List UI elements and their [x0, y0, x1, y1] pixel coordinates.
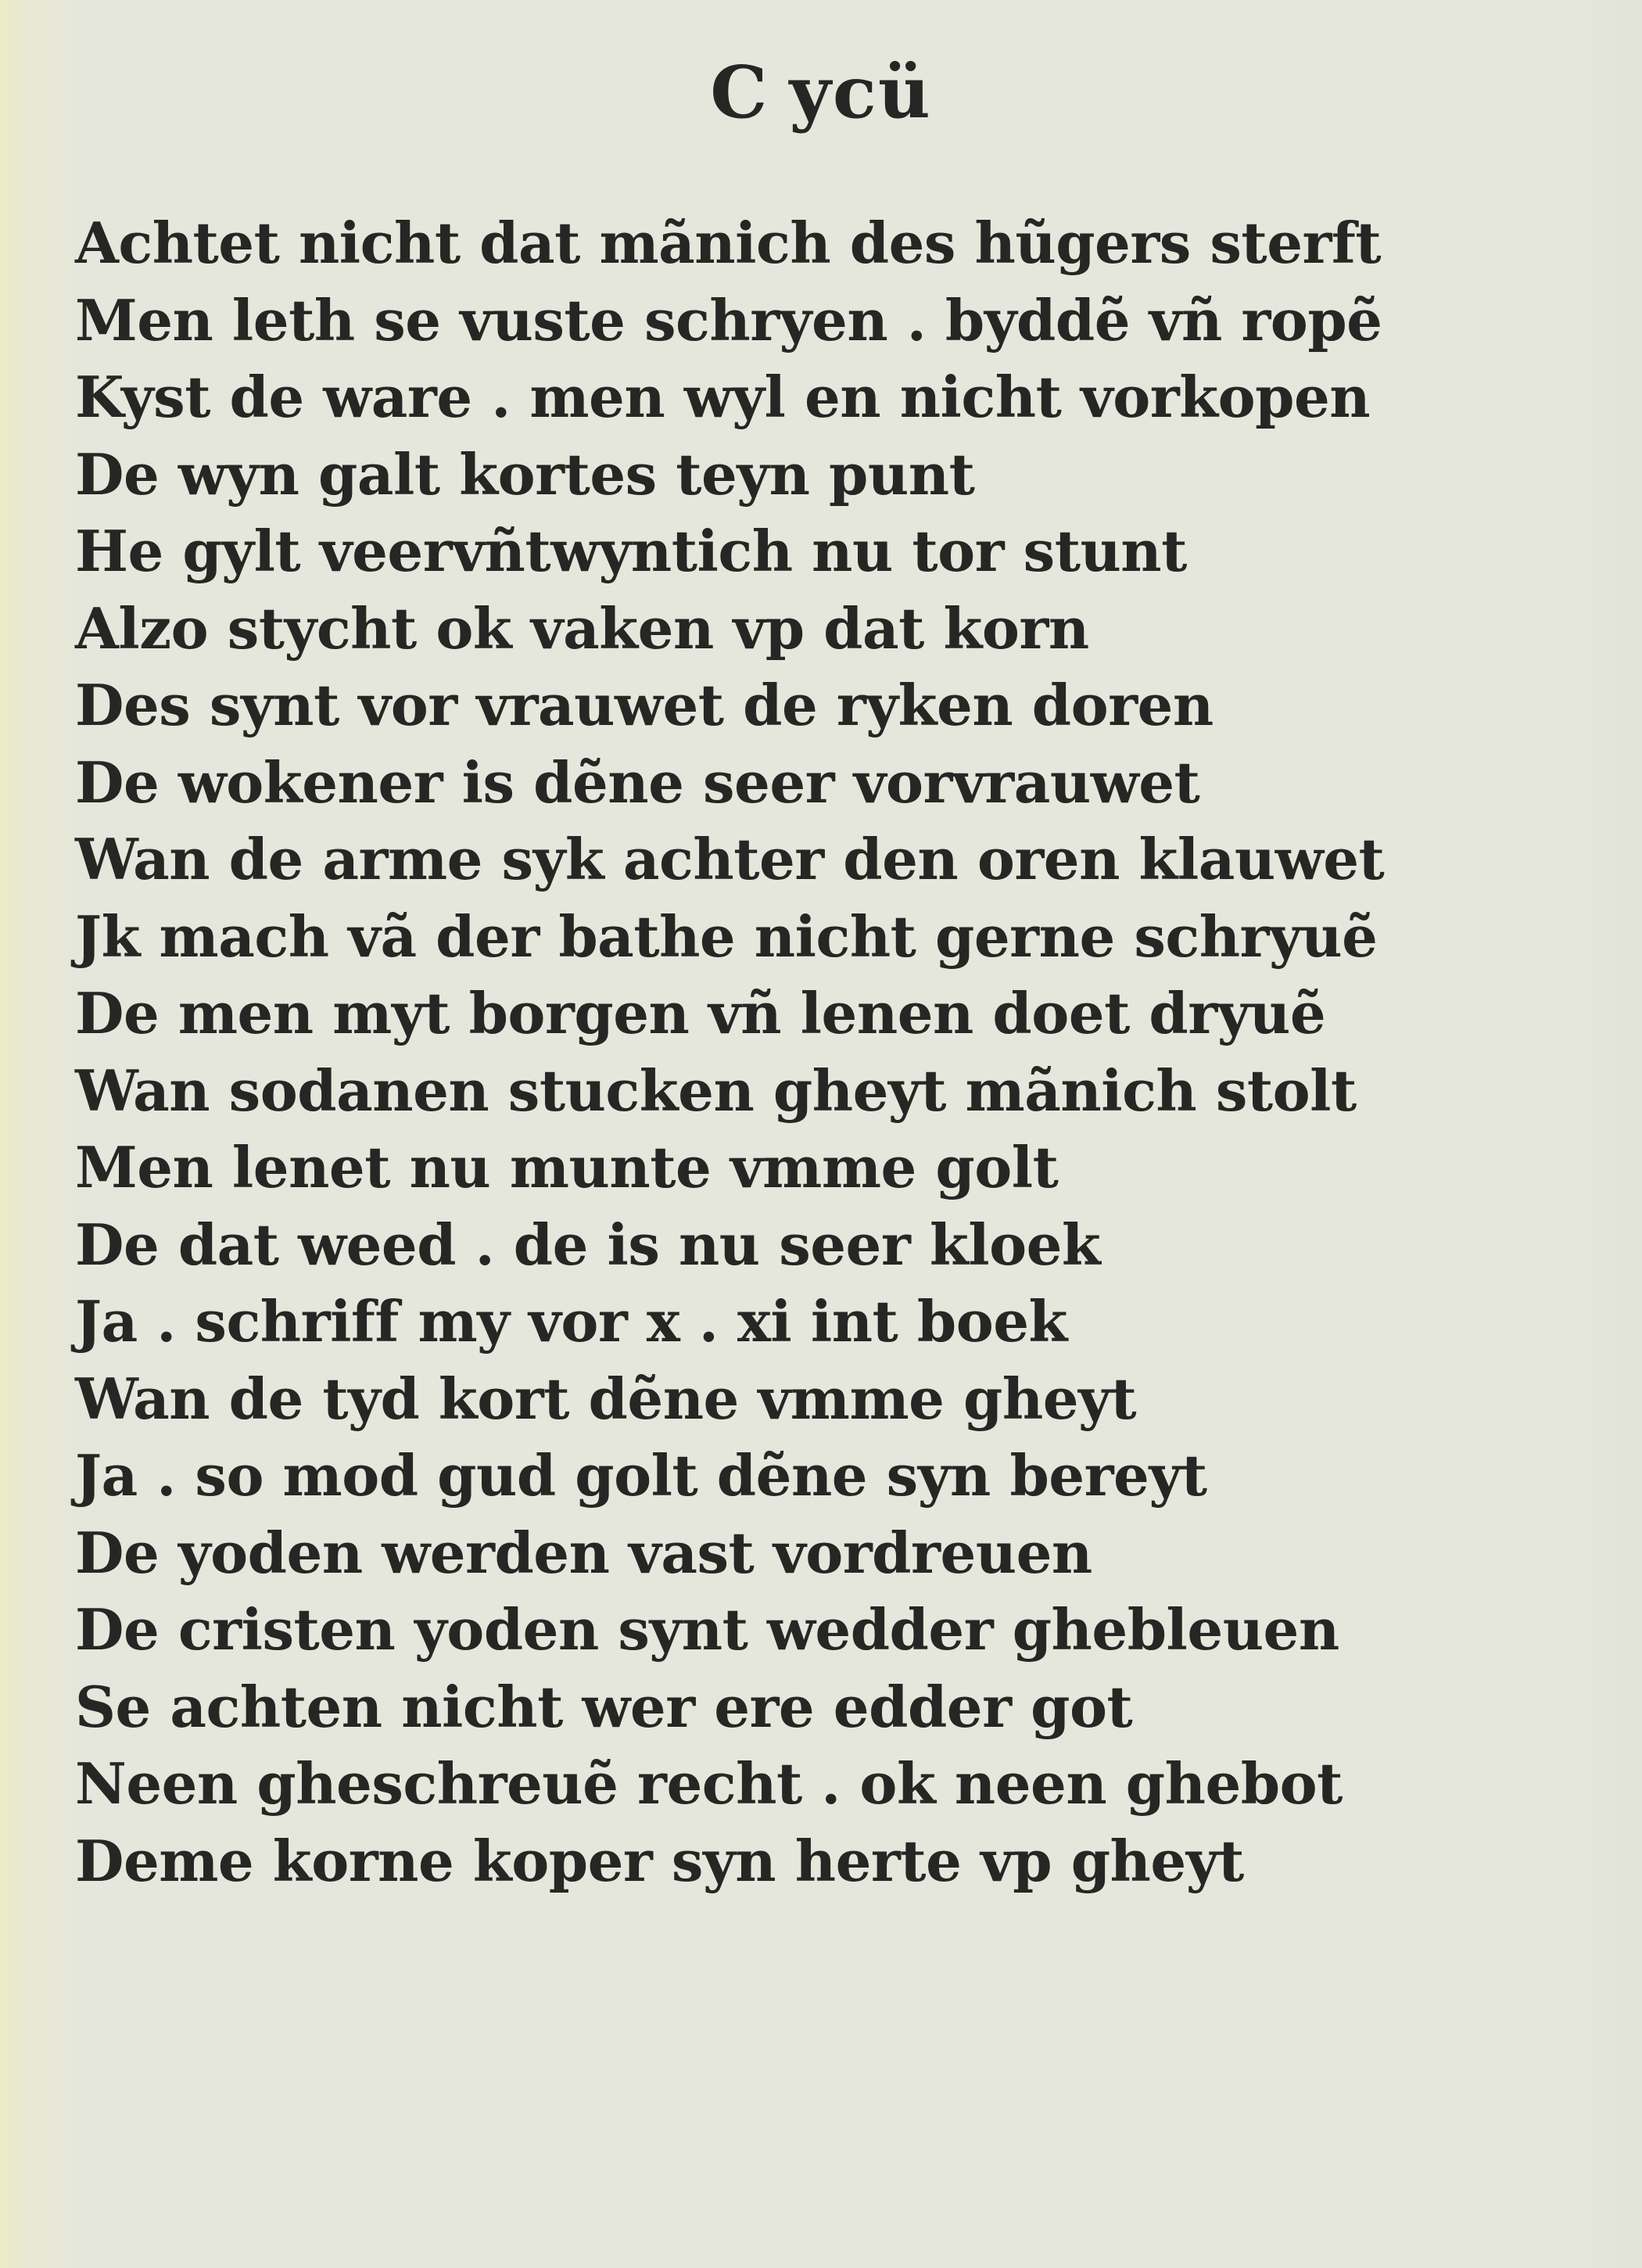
verse-line: Ja . so mod gud golt dẽne syn bereyt	[75, 1442, 1207, 1509]
verse-line: Wan de arme syk achter den oren klauwet	[75, 826, 1385, 892]
verse-line: Achtet nicht dat mãnich des hũgers sterft	[75, 210, 1382, 276]
verse-text	[75, 205, 1592, 1900]
verse-line: Wan de tyd kort dẽne vmme gheyt	[75, 1365, 1137, 1432]
verse-line: Des synt vor vrauwet de ryken doren	[75, 672, 1214, 738]
verse-line: Men leth se vuste schryen . byddẽ vñ ropẽ	[75, 286, 1382, 353]
verse-line: De dat weed . de is nu seer kloek	[75, 1211, 1101, 1278]
verse-line: Neen gheschreuẽ recht . ok neen ghebot	[75, 1750, 1343, 1817]
folio-number: ycü	[789, 50, 932, 135]
verse-line: Men lenet nu munte vmme golt	[75, 1134, 1059, 1200]
verse-line: De wokener is dẽne seer vorvrauwet	[75, 748, 1200, 816]
verse-line: De men myt borgen vñ lenen doet dryuẽ	[75, 980, 1326, 1046]
verse-line: Kyst de ware . men wyl en nicht vorkopen	[75, 364, 1371, 430]
verse-line: De cristen yoden synt wedder ghebleuen	[75, 1596, 1339, 1663]
verse-line: Ja . schriff my vor x . xi int boek	[75, 1288, 1067, 1355]
folio-sign: C	[710, 50, 769, 135]
verse-line: Deme korne koper syn herte vp gheyt	[75, 1827, 1244, 1894]
verse-line: Wan sodanen stucken gheyt mãnich stolt	[75, 1057, 1357, 1124]
verse-line: Jk mach vã der bathe nicht gerne schryuẽ	[75, 903, 1378, 970]
verse-line: De yoden werden vast vordreuen	[75, 1519, 1092, 1586]
verse-line: He gylt veervñtwyntich nu tor stunt	[75, 518, 1187, 584]
folio-header	[0, 45, 1642, 139]
verse-line: Alzo stycht ok vaken vp dat korn	[75, 594, 1089, 662]
verse-line: De wyn galt kortes teyn punt	[75, 440, 975, 508]
verse-line: Se achten nicht wer ere edder got	[75, 1673, 1133, 1740]
